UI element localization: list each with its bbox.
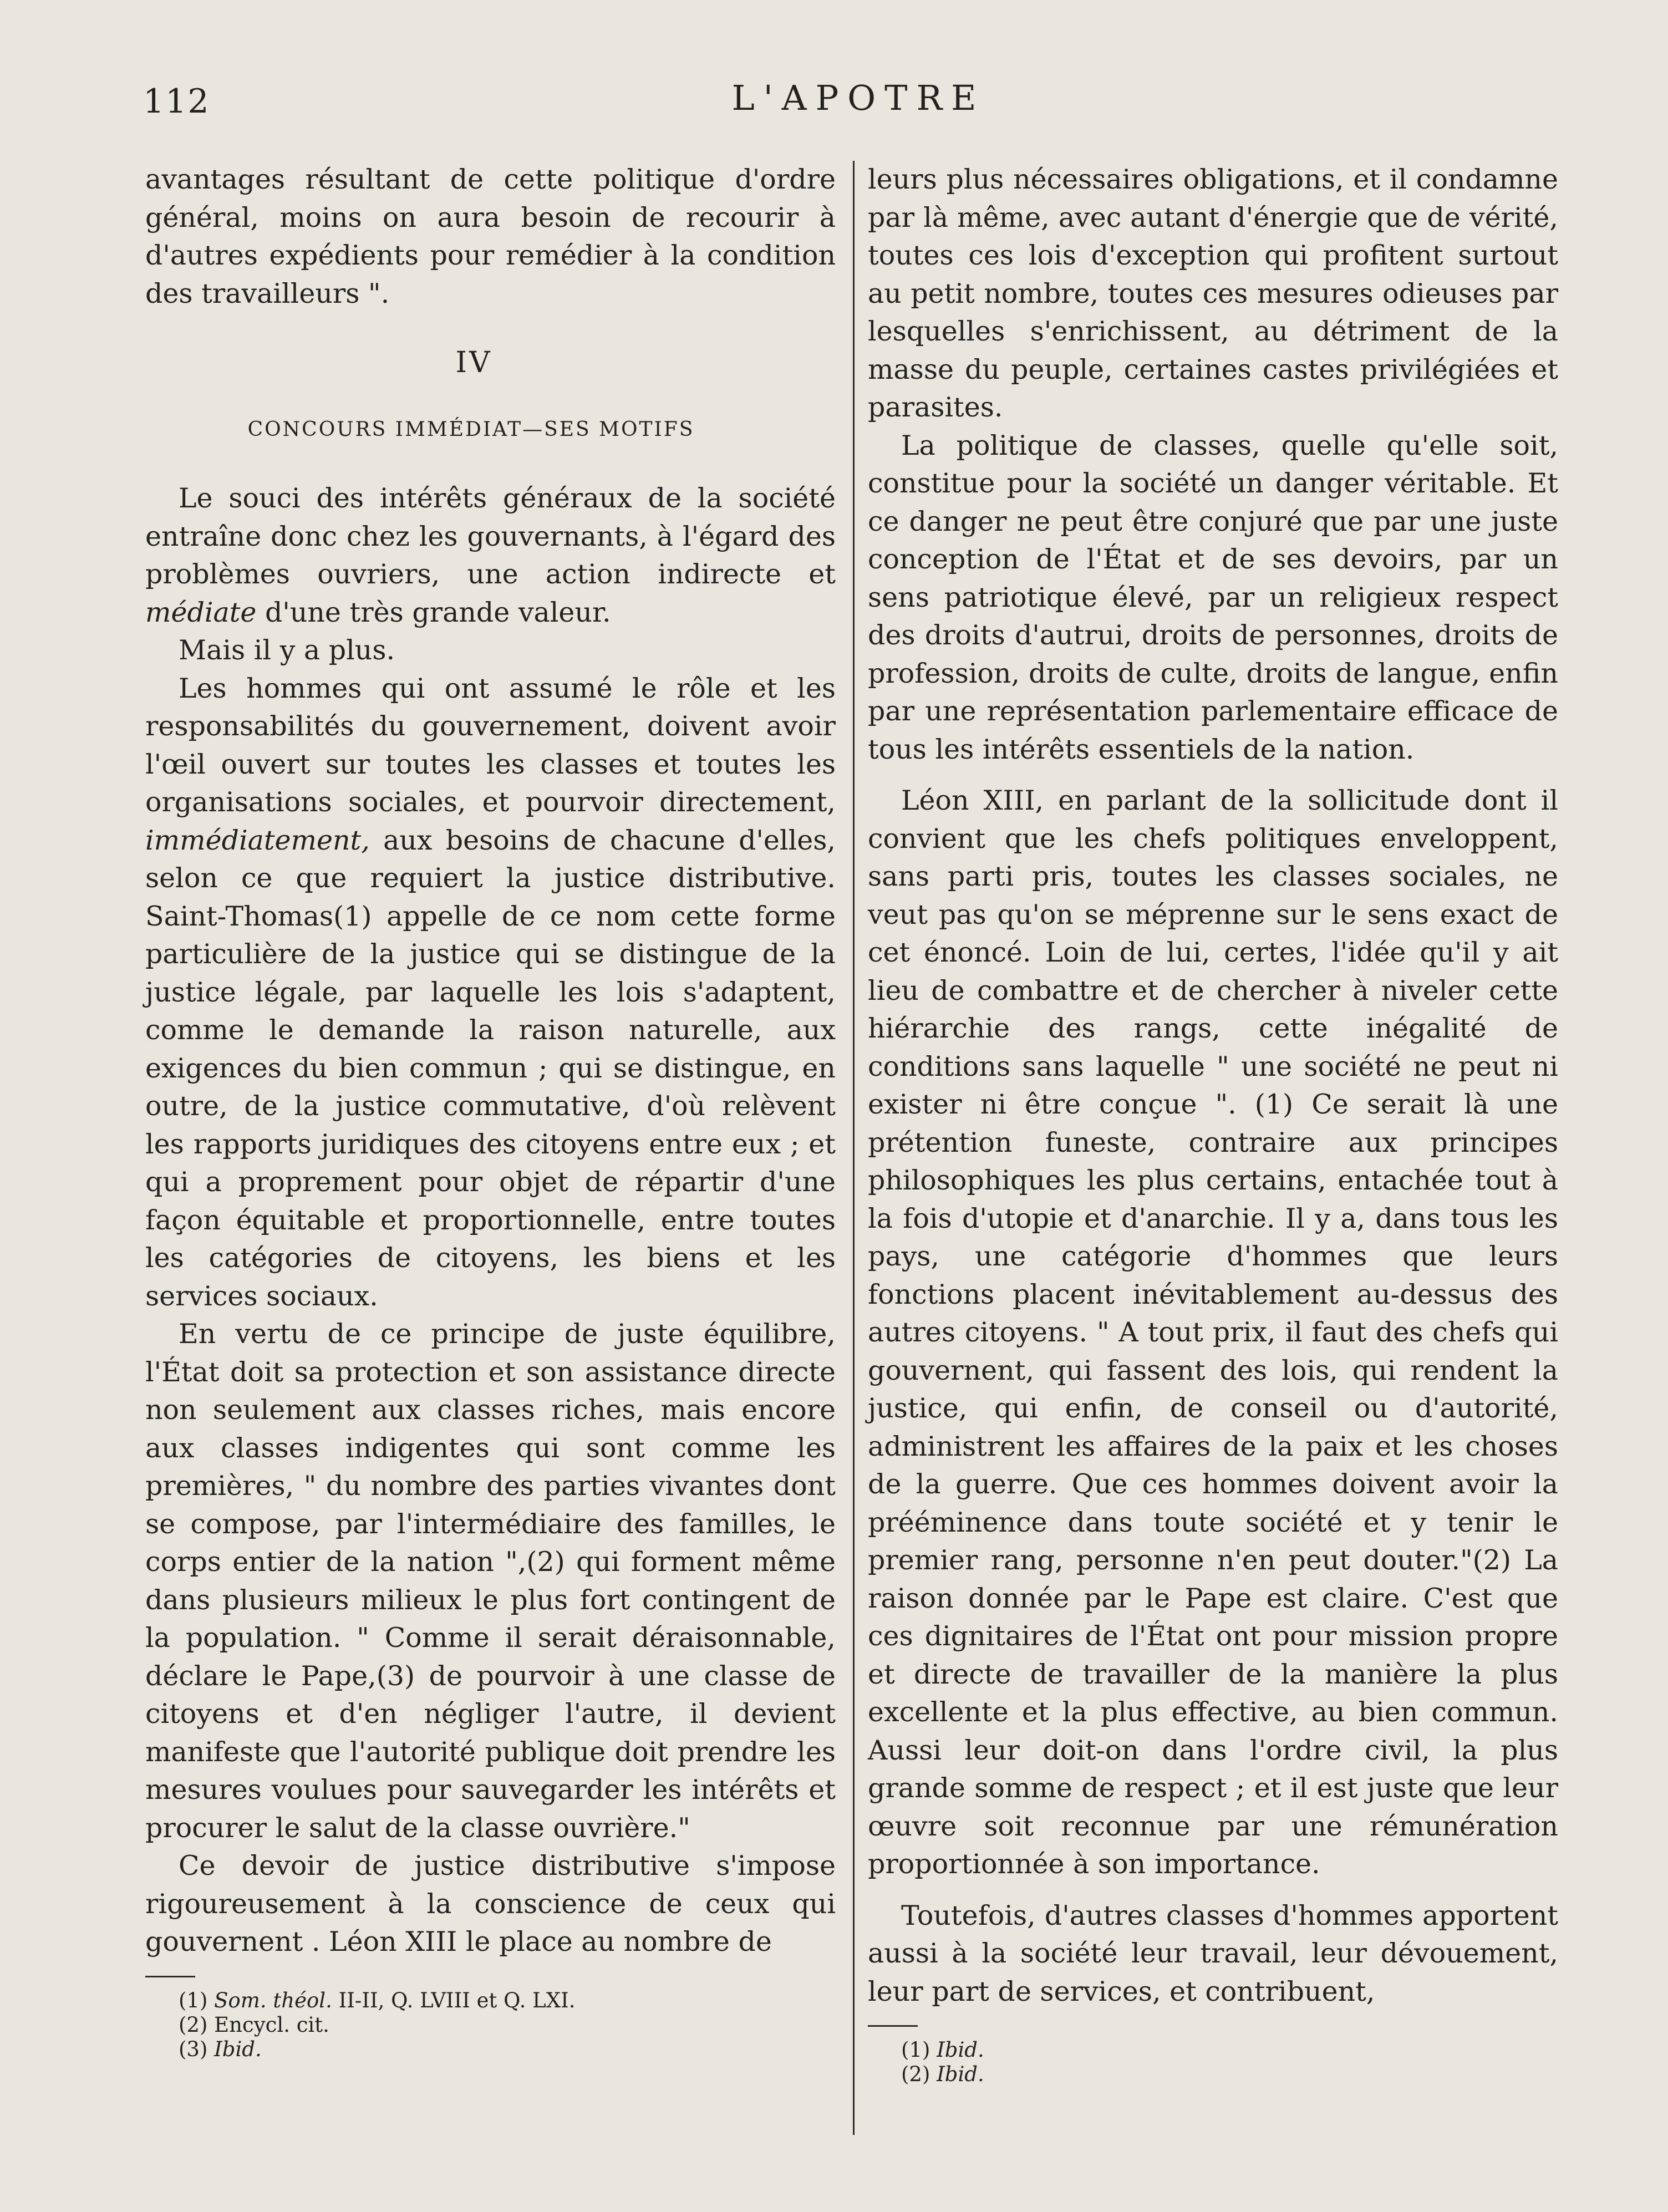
- running-title: L'APOTRE: [731, 78, 985, 118]
- footnote-text: Encycl. cit.: [214, 2012, 329, 2037]
- footnote-italic: Som. théol.: [214, 1988, 332, 2012]
- paragraph: [145, 670, 836, 1316]
- paragraph-text: Le souci des intérêts généraux de la société entraîne donc chez les gouvernants, à l'égard des problèmes ouvriers, une action indirecte et: [145, 482, 836, 590]
- paragraph-text: Les hommes qui ont assumé le rôle et les responsabilités du gouvernement, doivent avoir l'œil ouvert sur toutes les classes et toutes les organisations sociales, et pourvoir directement,: [145, 672, 836, 818]
- footnote-italic: Ibid.: [214, 2037, 262, 2061]
- paragraph: Mais il y a plus.: [179, 634, 395, 666]
- footnote: [145, 2013, 836, 2037]
- left-column: [145, 161, 836, 2062]
- paragraph: [145, 480, 836, 632]
- paragraph: Ce devoir de justice distributive s'impose rigoureusement à la conscience de ceux qui gouvernent . Léon XIII le place au nombre de: [145, 1850, 836, 1957]
- section-heading: CONCOURS IMMÉDIAT—SES MOTIFS: [247, 418, 695, 441]
- footnote-mark: (1): [179, 1988, 215, 2012]
- paragraph: leurs plus nécessaires obligations, et il condamne par là même, avec autant d'énergie que de vérité, toutes ces lois d'exception qui profitent surtout au petit nombre, toutes ces mesures odieuses par lesquelles s'enrichissent, au détriment de la masse du peuple, certaines castes privilégiées et parasites.: [868, 164, 1558, 423]
- footnote: [145, 1989, 836, 2013]
- page-number: 112: [143, 82, 210, 121]
- paragraph: La politique de classes, quelle qu'elle soit, constitue pour la société un danger véritable. Et ce danger ne peut être conjuré que par une juste conception de l'État et de ses devoirs, par un sens patriotique élevé, par un religieux respect des droits d'autrui, droits de personnes, droits de profession, droits de culte, droits de langue, enfin par une représentation parlementaire efficace de tous les intérêts essentiels de la nation.: [868, 429, 1558, 765]
- footnote-mark: (1): [901, 2038, 937, 2062]
- right-column: [868, 161, 1558, 2087]
- footnote-rule: [145, 1976, 195, 1977]
- paragraph: Léon XIII, en parlant de la sollicitude dont il convient que les chefs politiques enveloppent, sans parti pris, toutes les classes sociales, ne veut pas qu'on se méprenne sur le sens exact de cet énoncé. Loin de lui, certes, l'idée qu'il y ait lieu de combattre et de chercher à niveler cette hiérarchie des rangs, cette inégalité de conditions sans laquelle " une société ne peut ni exister ni être conçue ". (1) Ce serait là une prétention funeste, contraire aux principes philosophiques les plus certains, entachée tout à la fois d'utopie et d'anarchie. Il y a, dans tous les pays, une catégorie d'hommes que leurs fonctions placent inévitablement au-dessus des autres citoyens. " A tout prix, il faut des chefs qui gouvernent, qui fassent des lois, qui rendent la justice, qui enfin, de conseil ou d'autorité, administrent les affaires de la paix et les choses de la guerre. Que ces hommes doivent avoir la prééminence dans toute société et y tenir le premier rang, personne n'en peut douter."(2) La raison donnée par le Pape est claire. C'est que ces dignitaires de l'État ont pour mission propre et directe de travailler de la manière la plus excellente et la plus effective, au bien commun. Aussi leur doit-on dans l'ordre civil, la plus grande somme de respect ; et il est juste que leur œuvre soit reconnue par une rémunération proportionnée à son importance.: [868, 785, 1558, 1880]
- footnote: [868, 2062, 1558, 2087]
- footnote: [868, 2038, 1558, 2062]
- footnote-text: II-II, Q. LVIII et Q. LXI.: [332, 1988, 576, 2012]
- italic-term: médiate: [145, 596, 257, 628]
- footnote-rule: [868, 2025, 918, 2027]
- section-number: IV: [455, 346, 492, 379]
- footnote-italic: Ibid.: [937, 2062, 984, 2086]
- footnote-mark: (3): [179, 2037, 215, 2061]
- paragraph: avantages résultant de cette politique d'ordre général, moins on aura besoin de recourir à d'autres expédients pour remédier à la condition des travailleurs ".: [145, 164, 836, 309]
- paragraph-text: d'une très grande valeur.: [256, 596, 611, 628]
- column-divider: [853, 161, 855, 2135]
- paragraph: Toutefois, d'autres classes d'hommes apportent aussi à la société leur travail, leur dévouement, leur part de services, et contribuent,: [868, 1899, 1558, 2007]
- footnote-mark: (2): [901, 2062, 937, 2086]
- footnote: [145, 2037, 836, 2062]
- footnote-mark: (2): [179, 2012, 215, 2037]
- footnote-italic: Ibid.: [937, 2038, 984, 2062]
- paragraph-text: aux besoins de chacune d'elles, selon ce que requiert la justice distributive. Saint-Thomas(1) appelle de ce nom cette forme particulière de la justice qui se distingue de la justice légale, par laquelle les lois s'adaptent, comme le demande la raison naturelle, aux exigences du bien commun ; qui se distingue, en outre, de la justice commutative, d'où relèvent les rapports juridiques des citoyens entre eux ; et qui a proprement pour objet de répartir d'une façon équitable et proportionnelle, entre toutes les catégories de citoyens, les biens et les services sociaux.: [145, 824, 836, 1312]
- italic-term: immédiatement,: [145, 824, 370, 856]
- paragraph: En vertu de ce principe de juste équilibre, l'État doit sa protection et son assistance directe non seulement aux classes riches, mais encore aux classes indigentes qui sont comme les premières, " du nombre des parties vivantes dont se compose, par l'intermédiaire des familles, le corps entier de la nation ",(2) qui forment même dans plusieurs milieux le plus fort contingent de la population. " Comme il serait déraisonnable, déclare le Pape,(3) de pourvoir à une classe de citoyens et d'en négliger l'autre, il devient manifeste que l'autorité publique doit prendre les mesures voulues pour sauvegarder les intérêts et procurer le salut de la classe ouvrière.": [145, 1318, 836, 1844]
- page-header: [143, 78, 1574, 133]
